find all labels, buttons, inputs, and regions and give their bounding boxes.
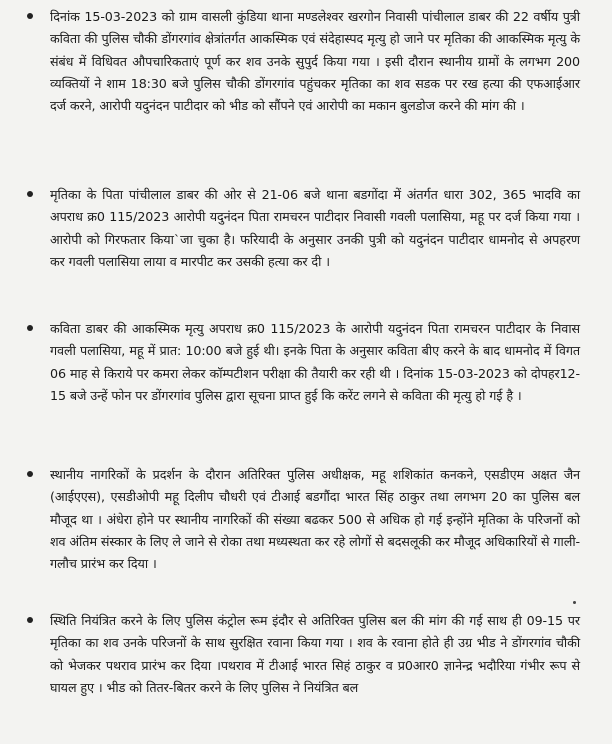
paragraph-text: मृतिका के पिता पांचीलाल डाबर की ओर से 21-06 बजे थाना बडगोंदा में अंतर्गत धारा 302, 365 भादवि का अपराध क्र0 115/2023 आरोपी यदुनंदन पिता रामचरन पाटीदार निवासी गवली पलासिया, महू पर दर्ज किया गया । आरोपी को गिरफतार किया`जा चुका है। फरियादी के अनुसार उनकी पुत्री को यदुनंदन पाटीदार धामनोद से अपहरण कर गवली पलासिया लाया व मारपीट कर उसकी हत्या कर दी ।: [50, 187, 580, 269]
bullet-icon: [27, 191, 33, 197]
scan-speck: [573, 601, 576, 604]
list-item: [50, 610, 580, 699]
paragraph-text: दिनांक 15-03-2023 को ग्राम वासली कुंडिया थाना मण्डलेश्वर खरगोन निवासी पांचीलाल डाबर की 22 वर्षीय पुत्री कविता की पुलिस चौकी डोंगरगांव क्षेत्रांतर्गत आकस्मिक एवं संदेहास्पद मृत्यु हो जाने पर मृतिका की आकस्मिक मृत्यु के संबंध में विधिवत औपचारिकताएं पूर्ण कर शव उनके सुपुर्द किया गया । इसी दौरान स्थानीय ग्रामों के लगभग 200 व्यक्तियों ने शाम 18:30 बजे पुलिस चौकी डोंगरगांव पहुंचकर मृतिका का शव सडक पर रख हत्या की एफआईआर दर्ज करने, आरोपी यदुनंदन पाटीदार को भीड को सौंपने एवं आरोपी का मकान बुलडोज करने की मांग की ।: [50, 9, 580, 114]
bullet-icon: [27, 13, 33, 19]
list-item: [50, 6, 580, 117]
paragraph-text: स्थिति नियंत्रित करने के लिए पुलिस कंट्रोल रूम इंदौर से अतिरिक्त पुलिस बल की मांग की गई साथ ही 09-15 पर मृतिका का शव उनके परिजनों के साथ सुरक्षित रवाना किया गया । शव के रवाना होते ही उग्र भीड ने डोंगरगांव चौकी को भेजकर पथराव प्रारंभ कर दिया ।पथराव में टीआई भारत सिहं ठाकुर व प्र0आर0 ज्ञानेन्द्र भदौरिया गंभीर रूप से घायल हुए । भीड को तितर-बितर करने के लिए पुलिस ने नियंत्रित बल: [50, 613, 580, 695]
bullet-icon: [27, 617, 33, 623]
paragraph-text: स्थानीय नागरिकों के प्रदर्शन के दौरान अतिरिक्त पुलिस अधीक्षक, महू शशिकांत कनकने, एसडीएम अक्षत जैन (आईएएस), एसडीओपी महू दिलीप चौधरी एवं टीआई बडगौंदा भारत सिंह ठाकुर तथा लगभग 20 का पुलिस बल मौजूद था । अंधेरा होने पर स्थानीय नागरिकों की संख्या बढकर 500 से अधिक हो गई इन्होंने मृतिका के परिजनों को शव अंतिम संस्कार के लिए ले जाने से रोका तथा मध्यस्थता कर रहे लोगों से बदसलूकी कर मौजूद अधिकारियों से गाली-गलौच प्रारंभ कर दिया ।: [50, 467, 580, 572]
list-item: [50, 184, 580, 273]
bullet-icon: [27, 471, 33, 477]
paragraph-text: कविता डाबर की आकस्मिक मृत्यु अपराध क्र0 115/2023 के आरोपी यदुनंदन पिता रामचरन पाटीदार के निवास गवली पलासिया, महू में प्रात: 10:00 बजे हुई थी। इनके पिता के अनुसार कविता बीए करने के बाद धामनोद में विगत 06 माह से किराये पर कमरा लेकर कॉम्पटीशन परीक्षा की तैयारी कर रही थी । दिनांक 15-03-2023 को दोपहर12-15 बजे उन्हें फोन पर डोंगरगांव पुलिस द्वारा सूचना प्राप्त हुई कि करेंट लगने से कविता की मृत्यु हो गई है ।: [50, 321, 580, 403]
list-item: [50, 318, 580, 407]
bullet-icon: [27, 325, 33, 331]
list-item: [50, 464, 580, 575]
